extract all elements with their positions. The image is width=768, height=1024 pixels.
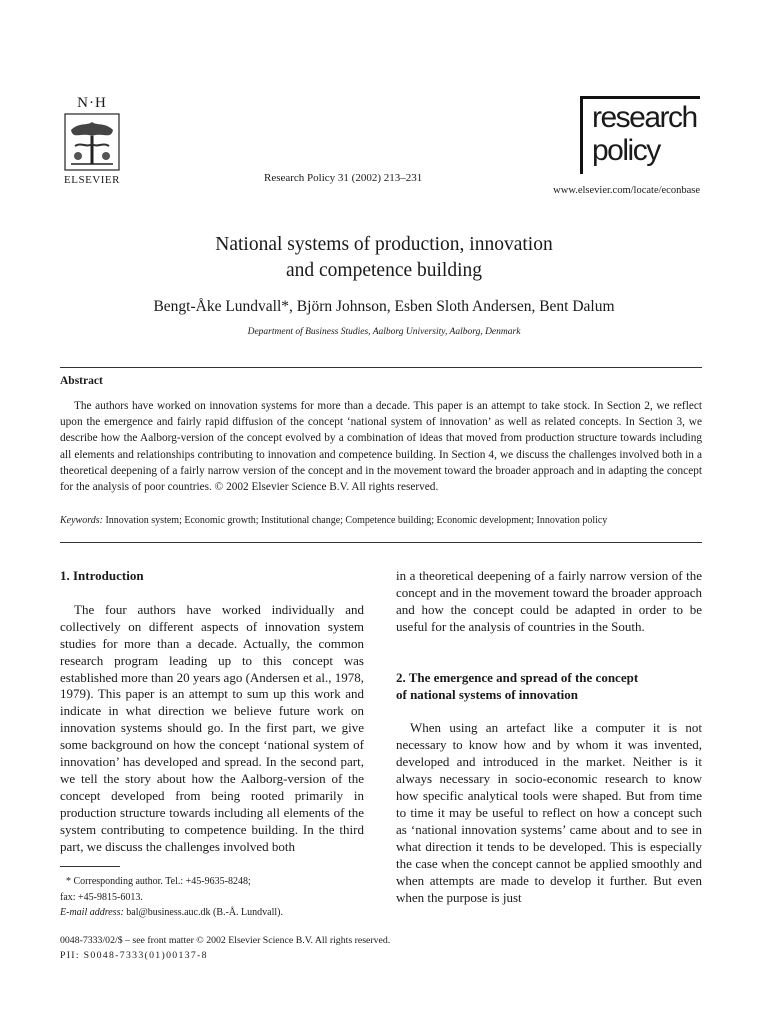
affiliation: Department of Business Studies, Aalborg University, Aalborg, Denmark xyxy=(247,327,521,337)
title-line-2: and competence building xyxy=(285,260,483,281)
publisher-name: ELSEVIER xyxy=(64,174,120,186)
journal-logo xyxy=(580,96,700,174)
abstract-top-rule xyxy=(60,367,702,368)
section-1-paragraph: The four authors have worked individually and collectively on different aspects of innovation system studies for more than a decade. Actually, the common research program leading up to this concept was established more than 20 years ago (Andersen et al., 1978, 1979). This paper is an attempt to sum up this work and indicate in what direction we believe future work on innovation systems should go. In the first part, we give some background on how the concept ‘national system of innovation’ has developed and spread. In the second part, we tell the story about how the Aalborg-version of the concept developed from being rooted primarily in production structure towards including all elements of the system contributing to competence building. In the third part, we discuss the challenges involved both xyxy=(60,601,364,854)
abstract-bottom-rule xyxy=(60,542,702,543)
journal-url-link[interactable]: www.elsevier.com/locate/econbase xyxy=(553,185,700,196)
section-2-heading-line-1: 2. The emergence and spread of the concept xyxy=(396,669,639,685)
corresponding-author: * Corresponding author. Tel.: +45-9635-8248; xyxy=(66,876,251,887)
email-label: E-mail address: xyxy=(60,907,124,918)
fax-number: fax: +45-9815-6013. xyxy=(60,891,143,903)
email-address[interactable]: bal@business.auc.dk (B.-Å. Lundvall). xyxy=(126,907,283,918)
pii-line: PII: S0048-7333(01)00137-8 xyxy=(60,950,208,961)
journal-logo-word-1: research xyxy=(592,101,697,134)
copyright-line: 0048-7333/02/$ – see front matter © 2002 Elsevier Science B.V. All rights reserved. xyxy=(60,935,391,946)
abstract-text: The authors have worked on innovation systems for more than a decade. This paper is an attempt to take stock. In Section 2, we reflect upon the emergence and fairly rapid diffusion of the concept ‘national system of innovation’ as well as related concepts. In Section 3, we describe how the Aalborg-version of the concept evolved by a combination of ideas that moved from production structure towards including all elements and relationships contributing to innovation and competence building. In Section 4, we discuss the challenges involved both in a theoretical deepening of a fairly narrow version of the concept and in the movement toward the broader approach and in adapting the concept for the analysis of poor countries. © 2002 Elsevier Science B.V. All rights reserved. xyxy=(60,400,702,494)
section-2-heading-line-2: of national systems of innovation xyxy=(396,686,579,702)
right-column xyxy=(396,568,702,906)
page-footer xyxy=(60,933,390,963)
section-2-paragraph: When using an artefact like a computer it is not necessary to know how and by whom it was invented, developed and introduced in the market. Neither is it always necessary in socio-economic research to know how specific analytical tools were shaped. But from time to time it may be useful to reflect on how a concept such as ‘national innovation systems’ came about and to see in what direction it tends to be developed. This is especially the case when the concept cannot be applied smoothly and when attempts are made to develop it further. But even when the purpose is just xyxy=(396,720,702,905)
section-1-heading: 1. Introduction xyxy=(60,568,144,583)
journal-logo-word-2: policy xyxy=(592,134,660,167)
author-list: Bengt-Åke Lundvall*, Björn Johnson, Esben Sloth Andersen, Bent Dalum xyxy=(153,298,615,315)
publisher-mark: N·H xyxy=(77,95,107,111)
keywords-list: Innovation system; Economic growth; Institutional change; Competence building; Economic development; Innovation policy xyxy=(105,515,608,526)
journal-citation: Research Policy 31 (2002) 213–231 xyxy=(264,172,423,184)
keywords xyxy=(60,515,720,526)
section-2-heading xyxy=(396,670,702,704)
footnote-rule xyxy=(60,866,120,867)
title-line-1: National systems of production, innovation xyxy=(215,234,553,255)
email-line xyxy=(60,905,364,921)
footnote xyxy=(60,874,364,921)
publisher-logo xyxy=(52,96,132,186)
keywords-label: Keywords: xyxy=(60,515,103,526)
continued-paragraph: in a theoretical deepening of a fairly narrow version of the concept and in the movement toward the broader approach and how the concept could be adapted in order to be useful for the analysis of countries in the South. xyxy=(396,568,702,634)
elsevier-tree-icon xyxy=(63,112,121,172)
article-title xyxy=(0,232,768,284)
left-column xyxy=(60,568,364,856)
abstract-heading: Abstract xyxy=(60,375,103,387)
